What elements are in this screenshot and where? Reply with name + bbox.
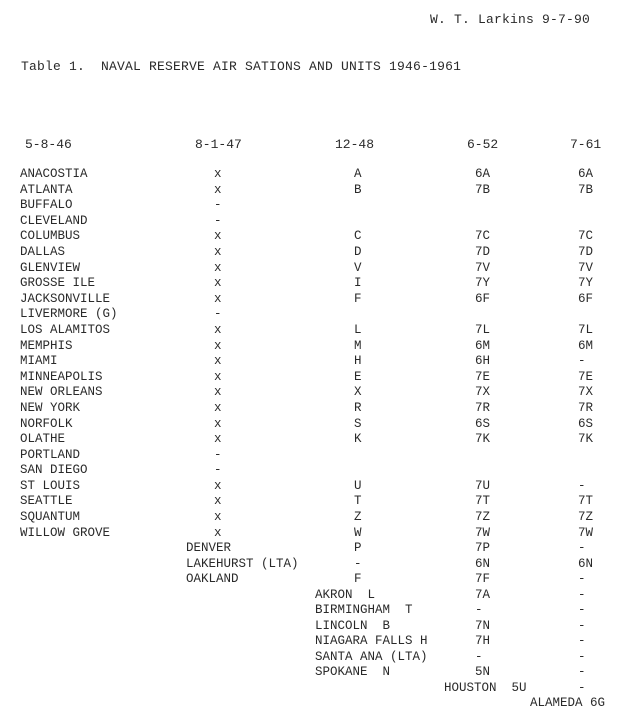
status-1947: - [214,463,222,478]
unit-code-1961: 7L [578,322,594,337]
unit-code-1961: 7B [578,182,594,197]
unit-code-1948: P [354,541,362,555]
status-1947: x [214,244,222,259]
unit-code-1961: - [578,665,586,679]
unit-code-1961: 7D [578,244,594,259]
unit-code-1948: U [354,478,362,493]
station-name: HOUSTON 5U [444,681,527,695]
unit-code-1952: 7E [475,369,491,384]
unit-code-1961: - [578,681,586,695]
station-name: SAN DIEGO [20,463,88,478]
status-1947: x [214,291,222,306]
station-name: NEW YORK [20,400,81,415]
table-title: Table 1. NAVAL RESERVE AIR SATIONS AND UNITS 1946-1961 [21,59,462,74]
unit-code-1952: 7C [475,229,491,244]
unit-code-1952: 7B [475,182,491,197]
col-header-1948: 12-48 [335,137,375,152]
unit-code-1948: K [354,432,362,447]
col-header-1947: 8-1-47 [195,137,242,152]
unit-code-1952: - [475,650,483,664]
unit-code-1952: 7X [475,385,491,400]
table-row [0,463,636,479]
unit-code-1952: 5N [475,665,491,679]
status-1947: x [214,478,222,493]
unit-code-1952: 7W [475,525,491,540]
table-row [0,432,636,448]
table-row [0,198,636,214]
table-row [0,276,636,292]
unit-code-1952: 6M [475,338,491,353]
unit-code-1948: F [354,572,362,586]
unit-code-1961: - [578,478,586,493]
table-row [0,510,636,526]
station-name: GLENVIEW [20,260,81,275]
station-name: PORTLAND [20,447,81,462]
unit-code-1948: - [354,557,362,571]
unit-code-1952: 7U [475,478,491,493]
unit-code-1952: 7N [475,619,491,633]
station-name: BIRMINGHAM T [315,603,413,617]
table-row [0,401,636,417]
author-date: W. T. Larkins 9-7-90 [430,12,591,27]
unit-code-1952: 7F [475,572,491,586]
station-name: AKRON L [315,588,376,602]
unit-code-1948: S [354,416,362,431]
table-row [0,214,636,230]
unit-code-1948: W [354,525,362,540]
unit-code-1948: D [354,244,362,259]
table-row [0,526,636,542]
status-1947: x [214,167,222,181]
status-1947: x [214,400,222,415]
station-name: WILLOW GROVE [20,525,111,540]
unit-code-1961: - [578,634,586,648]
unit-code-1952: - [475,603,483,617]
unit-code-1952: 6F [475,291,491,306]
unit-code-1961: 6S [578,416,594,431]
unit-code-1952: 7D [475,244,491,259]
station-name: LOS ALAMITOS [20,322,111,337]
status-1947: x [214,322,222,337]
table-row [0,261,636,277]
station-name: LINCOLN B [315,619,391,633]
table-row [0,307,636,323]
unit-code-1961: 7R [578,400,594,415]
unit-code-1961: 7Z [578,510,594,525]
unit-code-1948: Z [354,510,362,525]
station-name: SEATTLE [20,494,73,509]
table-row [0,339,636,355]
station-name: OLATHE [20,432,66,447]
table-row [0,245,636,261]
station-name: LAKEHURST (LTA) [186,557,299,571]
table-row [0,292,636,308]
unit-code-1961: - [578,354,586,369]
station-name: OAKLAND [186,572,239,586]
station-name: LIVERMORE (G) [20,307,118,322]
unit-code-1948: R [354,400,362,415]
station-name: GROSSE ILE [20,276,96,291]
unit-code-1948: X [354,385,362,400]
unit-code-1961: - [578,650,586,664]
station-name: NIAGARA FALLS H [315,634,428,648]
unit-code-1948: M [354,338,362,353]
unit-code-1952: 7K [475,432,491,447]
station-name: ALAMEDA 6G [530,696,606,710]
unit-code-1948: E [354,369,362,384]
station-name: ANACOSTIA [20,167,88,181]
unit-code-1948: A [354,167,362,181]
status-1947: - [214,198,222,213]
station-name: ATLANTA [20,182,73,197]
status-1947: - [214,307,222,322]
unit-code-1952: 6A [475,167,491,181]
table-row [0,354,636,370]
unit-code-1961: 7Y [578,276,594,291]
unit-code-1948: H [354,354,362,369]
status-1947: x [214,354,222,369]
stations-table [0,167,636,541]
station-name: MIAMI [20,354,58,369]
table-row [0,183,636,199]
station-name: SANTA ANA (LTA) [315,650,428,664]
station-name: DENVER [186,541,232,555]
table-row [0,167,636,183]
table-row [0,385,636,401]
unit-code-1961: 7C [578,229,594,244]
unit-code-1961: 6N [578,557,594,571]
unit-code-1948: T [354,494,362,509]
status-1947: x [214,385,222,400]
unit-code-1961: 7W [578,525,594,540]
unit-code-1952: 7Z [475,510,491,525]
unit-code-1952: 7H [475,634,491,648]
col-header-1952: 6-52 [467,137,499,152]
unit-code-1961: - [578,588,586,602]
unit-code-1961: - [578,572,586,586]
unit-code-1948: L [354,322,362,337]
status-1947: x [214,229,222,244]
unit-code-1961: 7T [578,494,594,509]
unit-code-1961: - [578,603,586,617]
table-row [0,370,636,386]
unit-code-1948: B [354,182,362,197]
col-header-1961: 7-61 [570,137,602,152]
station-name: BUFFALO [20,198,73,213]
status-1947: x [214,432,222,447]
status-1947: x [214,338,222,353]
table-row [0,417,636,433]
station-name: COLUMBUS [20,229,81,244]
col-header-1946: 5-8-46 [25,137,72,152]
status-1947: x [214,525,222,540]
status-1947: x [214,182,222,197]
unit-code-1961: 6A [578,167,594,181]
status-1947: x [214,416,222,431]
unit-code-1952: 6S [475,416,491,431]
unit-code-1961: - [578,619,586,633]
status-1947: x [214,510,222,525]
unit-code-1952: 7A [475,588,491,602]
unit-code-1948: F [354,291,362,306]
station-name: JACKSONVILLE [20,291,111,306]
table-row [0,229,636,245]
table-row [0,323,636,339]
status-1947: x [214,494,222,509]
unit-code-1961: 6M [578,338,594,353]
unit-code-1948: C [354,229,362,244]
station-name: SQUANTUM [20,510,81,525]
status-1947: - [214,213,222,228]
unit-code-1948: V [354,260,362,275]
unit-code-1961: 7K [578,432,594,447]
status-1947: x [214,276,222,291]
table-row [0,494,636,510]
unit-code-1952: 7L [475,322,491,337]
status-1947: x [214,260,222,275]
unit-code-1948: I [354,276,362,291]
unit-code-1952: 7V [475,260,491,275]
unit-code-1961: 7X [578,385,594,400]
station-name: DALLAS [20,244,66,259]
unit-code-1952: 6H [475,354,491,369]
unit-code-1952: 6N [475,557,491,571]
unit-code-1961: - [578,541,586,555]
unit-code-1952: 7R [475,400,491,415]
station-name: SPOKANE N [315,665,391,679]
unit-code-1952: 7Y [475,276,491,291]
table-row [0,479,636,495]
status-1947: - [214,447,222,462]
unit-code-1952: 7T [475,494,491,509]
station-name: MINNEAPOLIS [20,369,103,384]
table-row [0,448,636,464]
station-name: CLEVELAND [20,213,88,228]
station-name: NEW ORLEANS [20,385,103,400]
unit-code-1961: 6F [578,291,594,306]
station-name: MEMPHIS [20,338,73,353]
station-name: ST LOUIS [20,478,81,493]
status-1947: x [214,369,222,384]
station-name: NORFOLK [20,416,73,431]
unit-code-1961: 7V [578,260,594,275]
unit-code-1961: 7E [578,369,594,384]
unit-code-1952: 7P [475,541,491,555]
